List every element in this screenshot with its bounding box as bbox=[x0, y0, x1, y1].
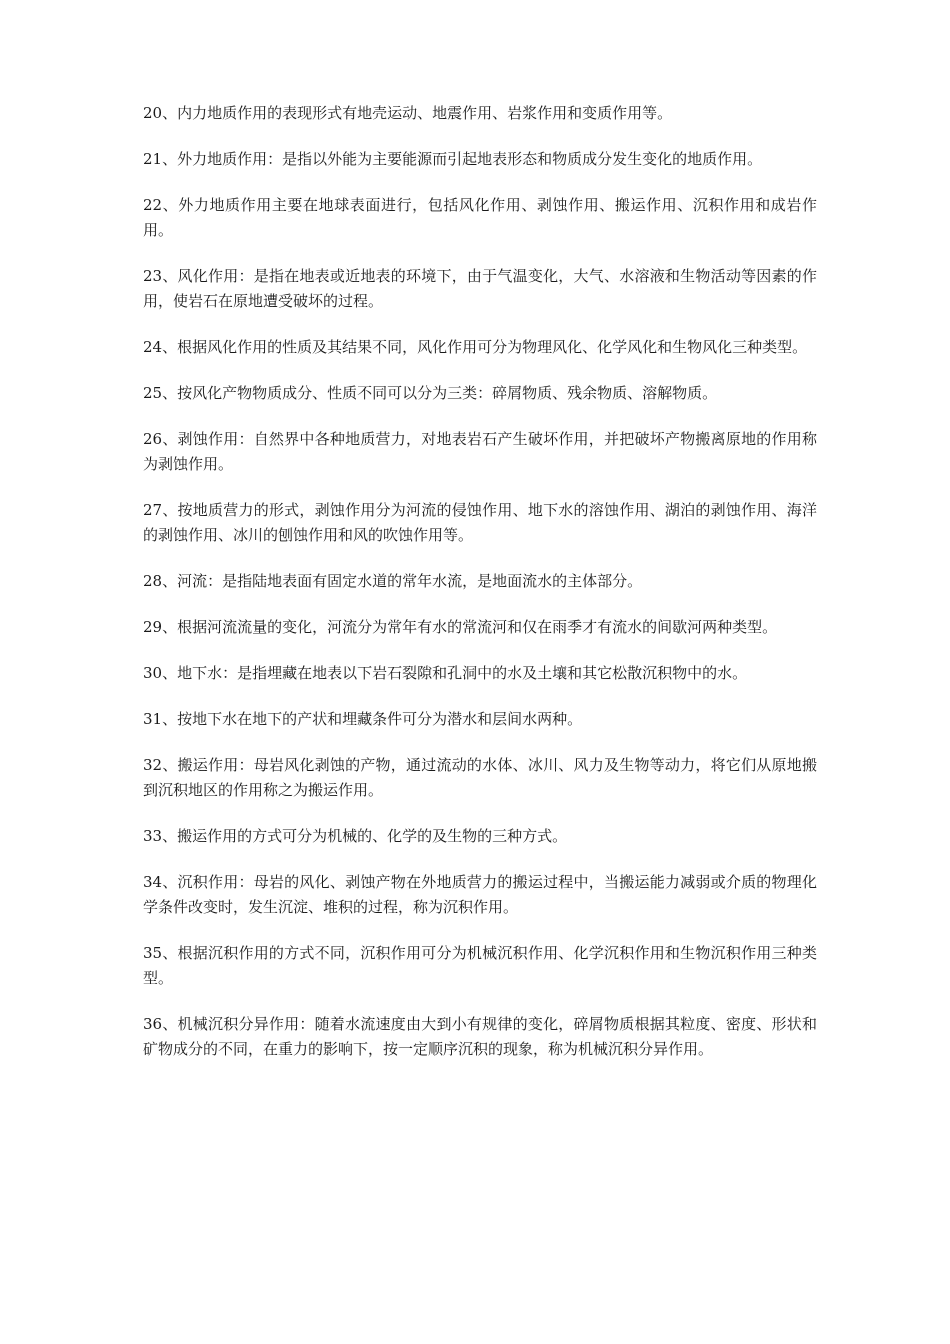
paragraph-24: 24、根据风化作用的性质及其结果不同，风化作用可分为物理风化、化学风化和生物风化三种类型。 bbox=[143, 338, 808, 356]
paragraph-28: 28、河流：是指陆地表面有固定水道的常年水流，是地面流水的主体部分。 bbox=[143, 572, 643, 590]
paragraph-30: 30、地下水：是指埋藏在地表以下岩石裂隙和孔洞中的水及土壤和其它松散沉积物中的水。 bbox=[143, 664, 748, 682]
paragraph-27: 27、按地质营力的形式，剥蚀作用分为河流的侵蚀作用、地下水的溶蚀作用、湖泊的剥蚀作用、海洋的剥蚀作用、冰川的刨蚀作用和风的吹蚀作用等。 bbox=[143, 501, 817, 544]
paragraph-35: 35、根据沉积作用的方式不同，沉积作用可分为机械沉积作用、化学沉积作用和生物沉积作用三种类型。 bbox=[143, 944, 817, 987]
paragraph-22: 22、外力地质作用主要在地球表面进行，包括风化作用、剥蚀作用、搬运作用、沉积作用和成岩作用。 bbox=[143, 196, 817, 239]
paragraph-29: 29、根据河流流量的变化，河流分为常年有水的常流河和仅在雨季才有流水的间歇河两种类型。 bbox=[143, 618, 778, 636]
paragraph-33: 33、搬运作用的方式可分为机械的、化学的及生物的三种方式。 bbox=[143, 827, 568, 845]
paragraph-23: 23、风化作用：是指在地表或近地表的环境下，由于气温变化，大气、水溶液和生物活动等因素的作用，使岩石在原地遭受破坏的过程。 bbox=[143, 267, 817, 310]
paragraph-20: 20、内力地质作用的表现形式有地壳运动、地震作用、岩浆作用和变质作用等。 bbox=[143, 104, 673, 122]
paragraph-34: 34、沉积作用：母岩的风化、剥蚀产物在外地质营力的搬运过程中，当搬运能力减弱或介质的物理化学条件改变时，发生沉淀、堆积的过程，称为沉积作用。 bbox=[143, 873, 817, 916]
paragraph-32: 32、搬运作用：母岩风化剥蚀的产物，通过流动的水体、冰川、风力及生物等动力，将它们从原地搬到沉积地区的作用称之为搬运作用。 bbox=[143, 756, 817, 799]
paragraph-26: 26、剥蚀作用：自然界中各种地质营力，对地表岩石产生破坏作用，并把破坏产物搬离原地的作用称为剥蚀作用。 bbox=[143, 430, 817, 473]
paragraph-36: 36、机械沉积分异作用：随着水流速度由大到小有规律的变化，碎屑物质根据其粒度、密度、形状和矿物成分的不同，在重力的影响下，按一定顺序沉积的现象，称为机械沉积分异作用。 bbox=[143, 1015, 817, 1058]
document-body bbox=[143, 101, 817, 1083]
paragraph-21: 21、外力地质作用：是指以外能为主要能源而引起地表形态和物质成分发生变化的地质作用。 bbox=[143, 150, 763, 168]
paragraph-25: 25、按风化产物物质成分、性质不同可以分为三类：碎屑物质、残余物质、溶解物质。 bbox=[143, 384, 718, 402]
paragraph-31: 31、按地下水在地下的产状和埋藏条件可分为潜水和层间水两种。 bbox=[143, 710, 583, 728]
